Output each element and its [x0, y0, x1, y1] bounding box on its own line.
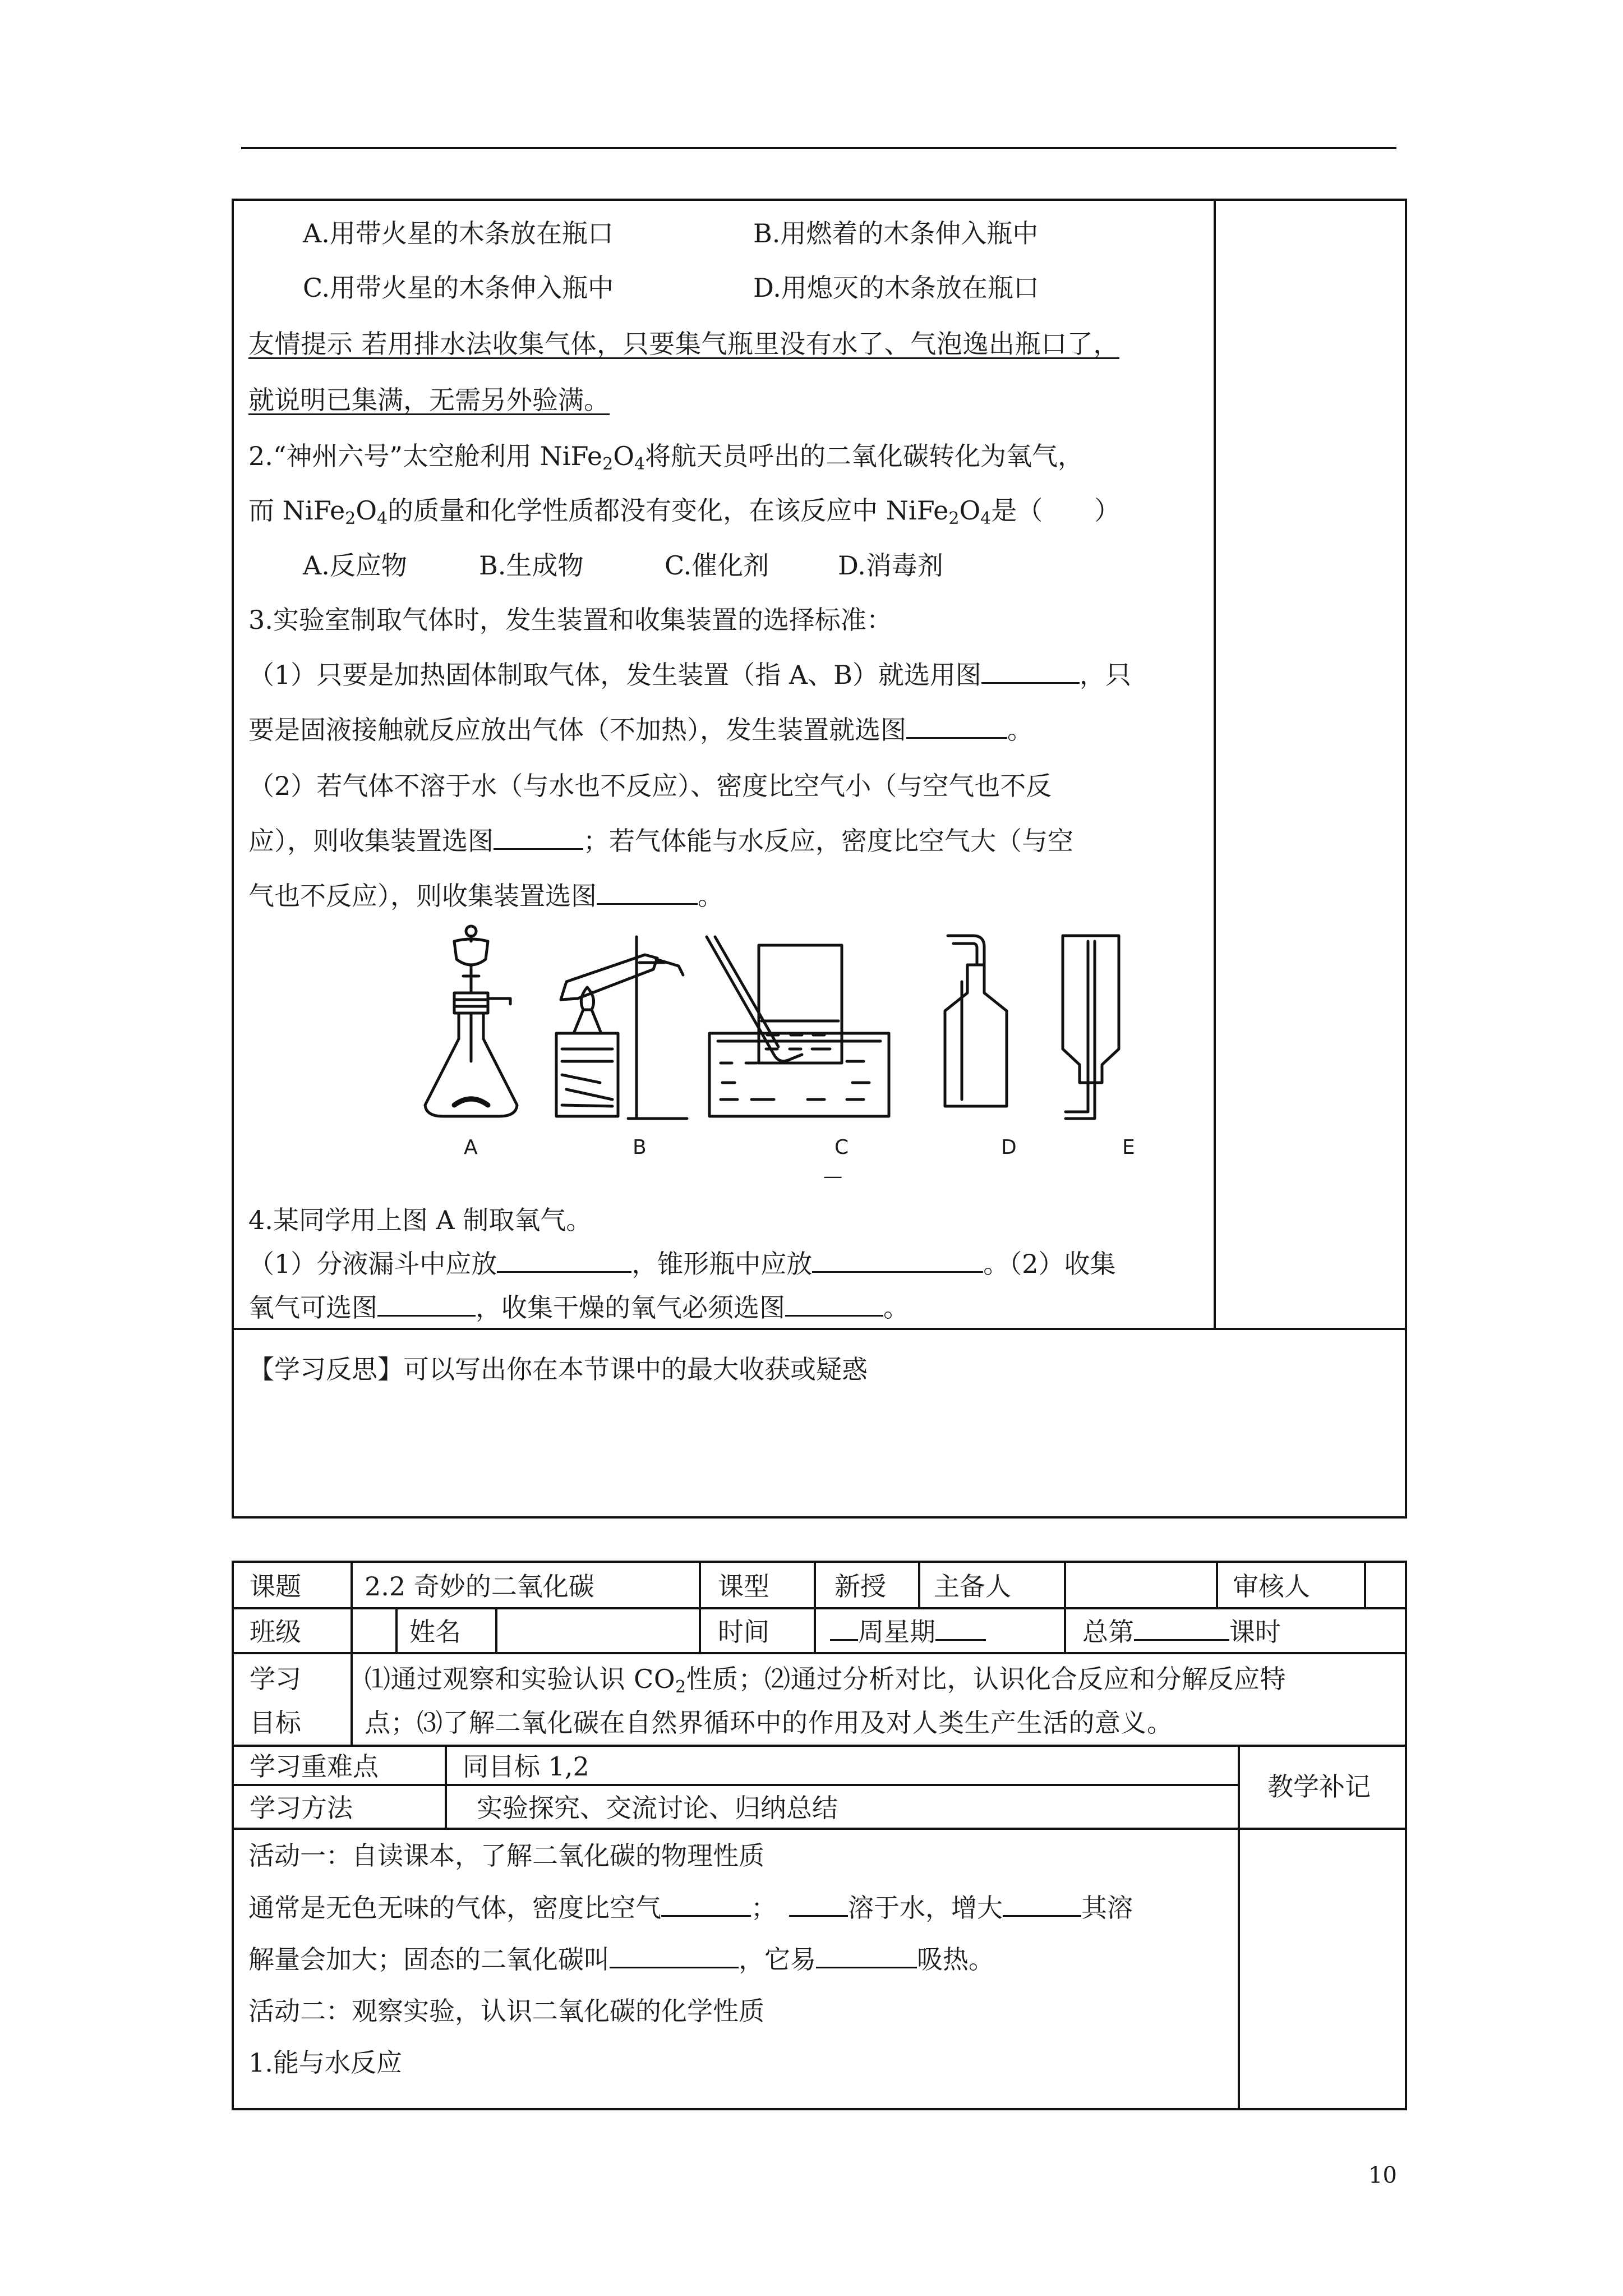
key-points-value: 同目标 1,2 [463, 1751, 589, 1782]
name-label: 姓名 [409, 1617, 461, 1647]
answer-blank[interactable] [981, 662, 1080, 684]
q2-sub: 2 [602, 454, 614, 474]
topic-value: 2.2 奇妙的二氧化碳 [365, 1571, 594, 1602]
q2-o: O [613, 441, 634, 471]
q3-part1-line2 [248, 717, 1033, 743]
answer-blank[interactable] [812, 1251, 983, 1273]
total-text: 总第 [1082, 1617, 1134, 1647]
q2-o: O [959, 495, 981, 526]
apparatus-label-a: A [464, 1136, 478, 1159]
q4-text: ，收集干燥的氧气必须选图 [476, 1292, 785, 1323]
q2-text: 是（ ） [991, 495, 1121, 526]
goals-label-2: 目标 [250, 1708, 301, 1738]
q3-text: 。 [1007, 715, 1033, 745]
answer-blank[interactable] [935, 1619, 986, 1641]
q2-text: 而 NiFe [248, 495, 345, 526]
q2-o: O [356, 495, 377, 526]
q3-title: 3.实验室制取气体时，发生装置和收集装置的选择标准： [248, 605, 892, 635]
reflection-prompt: 【学习反思】可以写出你在本节课中的最大收获或疑惑 [248, 1354, 868, 1384]
answer-blank[interactable] [906, 717, 1007, 739]
figure-dash: — [823, 1165, 842, 1188]
answer-blank[interactable] [497, 1251, 631, 1273]
tip-line-1: 友情提示 若用排水法收集气体，只要集气瓶里没有水了、气泡逸出瓶口了， [248, 329, 1120, 359]
activity-2-title: 活动二：观察实验，认识二氧化碳的化学性质 [248, 1996, 764, 2026]
q3-text: ；若气体能与水反应，密度比空气大（与空 [583, 826, 1073, 856]
goals-text: ⑴通过观察和实验认识 CO [365, 1664, 676, 1694]
q4-text: 。（2）收集 [983, 1249, 1116, 1279]
apparatus-figure [415, 914, 1200, 1172]
week-text: 周星期 [858, 1617, 935, 1647]
q1-option-a: A.用带火星的木条放在瓶口 [303, 218, 614, 249]
apparatus-label-b: B [633, 1136, 647, 1159]
q4-text: 氧气可选图 [248, 1292, 377, 1323]
q2-sub: 2 [345, 509, 356, 528]
answer-blank[interactable] [830, 1619, 858, 1641]
q2-line-2 [248, 495, 1121, 528]
apparatus-label-e: E [1122, 1136, 1135, 1159]
q4-text: 。 [883, 1292, 909, 1323]
answer-blank[interactable] [610, 1947, 739, 1968]
class-label: 班级 [250, 1617, 301, 1647]
goals-line-1 [365, 1664, 1287, 1697]
page-number: 10 [1368, 2162, 1397, 2188]
q2-sub: 4 [634, 454, 645, 474]
q4-title: 4.某同学用上图 A 制取氧气。 [248, 1205, 592, 1235]
tip-line-2: 就说明已集满，无需另外验满。 [248, 385, 610, 415]
q2-option-b: B.生成物 [479, 550, 584, 581]
q3-text: 要是固液接触就反应放出气体（不加热），发生装置就选图 [248, 715, 906, 745]
q2-text: 将航天员呼出的二氧化碳转化为氧气， [645, 441, 1084, 471]
q2-sub: 2 [948, 509, 960, 528]
activity-text: 吸热。 [917, 1944, 994, 1975]
q3-part2-line1: （2）若气体不溶于水（与水也不反应）、密度比空气小（与空气也不反 [248, 771, 1052, 801]
q4-line-1 [248, 1251, 1116, 1277]
activity-2-item-1: 1.能与水反应 [248, 2047, 402, 2078]
activity-1-title: 活动一：自读课本，了解二氧化碳的物理性质 [248, 1841, 764, 1871]
activity-text: 溶于水，增大 [848, 1893, 1003, 1923]
lesson-type-value: 新授 [834, 1571, 886, 1602]
lesson-type-label: 课型 [718, 1571, 769, 1602]
apparatus-label-d: D [1001, 1136, 1017, 1159]
q2-option-a: A.反应物 [303, 550, 407, 581]
method-label: 学习方法 [250, 1793, 353, 1823]
answer-blank[interactable] [785, 1295, 883, 1317]
q3-part1-line1 [248, 662, 1131, 688]
q2-sub: 4 [980, 509, 992, 528]
key-points-label: 学习重难点 [250, 1751, 379, 1782]
activity-text: 其溶 [1081, 1893, 1133, 1923]
goals-label-1: 学习 [250, 1664, 301, 1694]
q2-sub: 4 [377, 509, 388, 528]
goals-sub: 2 [675, 1677, 686, 1697]
apparatus-e-inverted-bottle [1063, 936, 1119, 1119]
teaching-notes-label: 教学补记 [1267, 1772, 1371, 1802]
q2-option-d: D.消毒剂 [838, 550, 943, 581]
q3-text: 气也不反应），则收集装置选图 [248, 881, 597, 911]
time-label: 时间 [718, 1617, 769, 1647]
apparatus-c-water-trough [707, 937, 889, 1116]
preparer-label: 主备人 [934, 1571, 1011, 1602]
goals-text: 性质；⑵通过分析对比，认识化合反应和分解反应特 [686, 1664, 1287, 1694]
answer-blank[interactable] [377, 1295, 476, 1317]
header-rule [241, 147, 1396, 149]
q1-option-c: C.用带火星的木条伸入瓶中 [303, 273, 614, 303]
q4-text: ，锥形瓶中应放 [631, 1249, 813, 1279]
q3-part2-line3 [248, 883, 723, 909]
q3-text: 应），则收集装置选图 [248, 826, 494, 856]
answer-blank[interactable] [1003, 1895, 1081, 1917]
activity-text: ，它易 [739, 1944, 816, 1975]
q3-part2-line2 [248, 828, 1073, 854]
apparatus-b-heating [556, 937, 687, 1119]
q2-line-1 [248, 441, 1084, 474]
answer-blank[interactable] [789, 1895, 848, 1917]
q1-option-b: B.用燃着的木条伸入瓶中 [753, 218, 1039, 249]
apparatus-a-flask [425, 926, 517, 1116]
topic-label: 课题 [250, 1571, 301, 1602]
answer-blank[interactable] [1134, 1619, 1229, 1641]
q3-text: ，只 [1079, 660, 1131, 690]
activity-text: 解量会加大；固态的二氧化碳叫 [248, 1944, 610, 1975]
apparatus-d-bottle [945, 936, 1007, 1106]
answer-blank[interactable] [661, 1895, 751, 1917]
q3-text: 。 [698, 881, 723, 911]
q3-text: （1）只要是加热固体制取气体，发生装置（指 A、B）就选用图 [248, 660, 981, 690]
total-text: 课时 [1229, 1617, 1281, 1647]
method-value: 实验探究、交流讨论、归纳总结 [477, 1793, 838, 1823]
activity-1-line-2 [248, 1944, 994, 1975]
answer-blank[interactable] [816, 1947, 917, 1968]
goals-line-2: 点；⑶了解二氧化碳在自然界循环中的作用及对人类生产生活的意义。 [365, 1708, 1173, 1738]
q4-text: （1）分液漏斗中应放 [248, 1249, 497, 1279]
q2-text: 的质量和化学性质都没有变化，在该反应中 NiFe [388, 495, 949, 526]
activity-1-line-1 [248, 1895, 1133, 1921]
q4-line-2 [248, 1292, 909, 1323]
q2-text: 2.“神州六号”太空舱利用 NiFe [248, 441, 603, 471]
activity-text: 通常是无色无味的气体，密度比空气 [248, 1893, 661, 1923]
activity-text: ； [751, 1893, 777, 1923]
week-field [830, 1619, 986, 1645]
apparatus-label-c: C [834, 1136, 849, 1159]
total-field [1082, 1619, 1281, 1645]
q2-option-c: C.催化剂 [665, 550, 769, 581]
answer-blank[interactable] [597, 883, 698, 905]
q1-option-d: D.用熄灭的木条放在瓶口 [753, 273, 1039, 303]
reviewer-label: 审核人 [1233, 1571, 1310, 1602]
answer-blank[interactable] [494, 828, 583, 850]
